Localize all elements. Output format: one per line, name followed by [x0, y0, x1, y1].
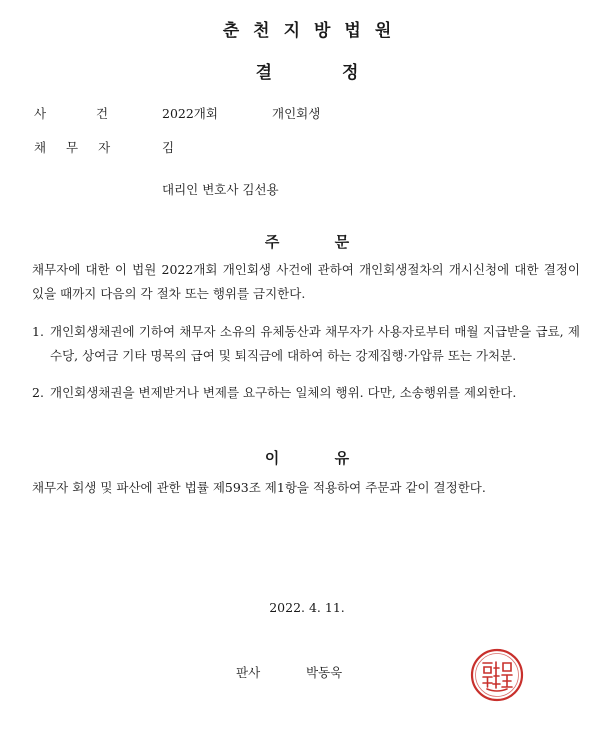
order-item-text: 개인회생채권을 변제받거나 변제를 요구하는 일체의 행위. 다만, 소송행위를 제외한다. — [50, 385, 517, 400]
decision-date: 2022. 4. 11. — [269, 600, 345, 615]
order-item-number: 2. — [32, 385, 44, 400]
court-name: 춘천지방법원 — [222, 21, 406, 41]
judge-name: 박동욱 — [306, 665, 343, 680]
case-number: 2022개회 — [162, 106, 218, 121]
order-item-number: 1. — [32, 324, 44, 339]
reason-heading: 이 유 — [264, 449, 350, 467]
order-heading: 주 문 — [264, 233, 350, 251]
court-seal-icon — [470, 648, 524, 702]
case-name: 개인회생 — [272, 106, 321, 121]
judge-title: 판사 — [236, 665, 261, 680]
debtor-label: 채 무 자 — [34, 140, 111, 155]
order-intro: 채무자에 대한 이 법원 2022개회 개인회생 사건에 관하여 개인회생절차의 개시신청에 대한 결정이 있을 때까지 다음의 각 절차 또는 행위를 금지한다. — [32, 262, 580, 301]
case-label: 사 건 — [34, 106, 109, 121]
debtor-agent: 대리인 변호사 김선용 — [162, 182, 279, 197]
order-item-text: 개인회생채권에 기하여 채무자 소유의 유체동산과 채무자가 사용자로부터 매월 지급받을 급료, 제수당, 상여금 기타 명목의 급여 및 퇴직금에 대하여 하는 강제집행·가압류 또는 가처분. — [50, 324, 580, 363]
debtor-name: 김 — [162, 140, 175, 155]
reason-text: 채무자 회생 및 파산에 관한 법률 제593조 제1항을 적용하여 주문과 같이 결정한다. — [32, 480, 486, 495]
document-type: 결정 — [255, 63, 429, 83]
